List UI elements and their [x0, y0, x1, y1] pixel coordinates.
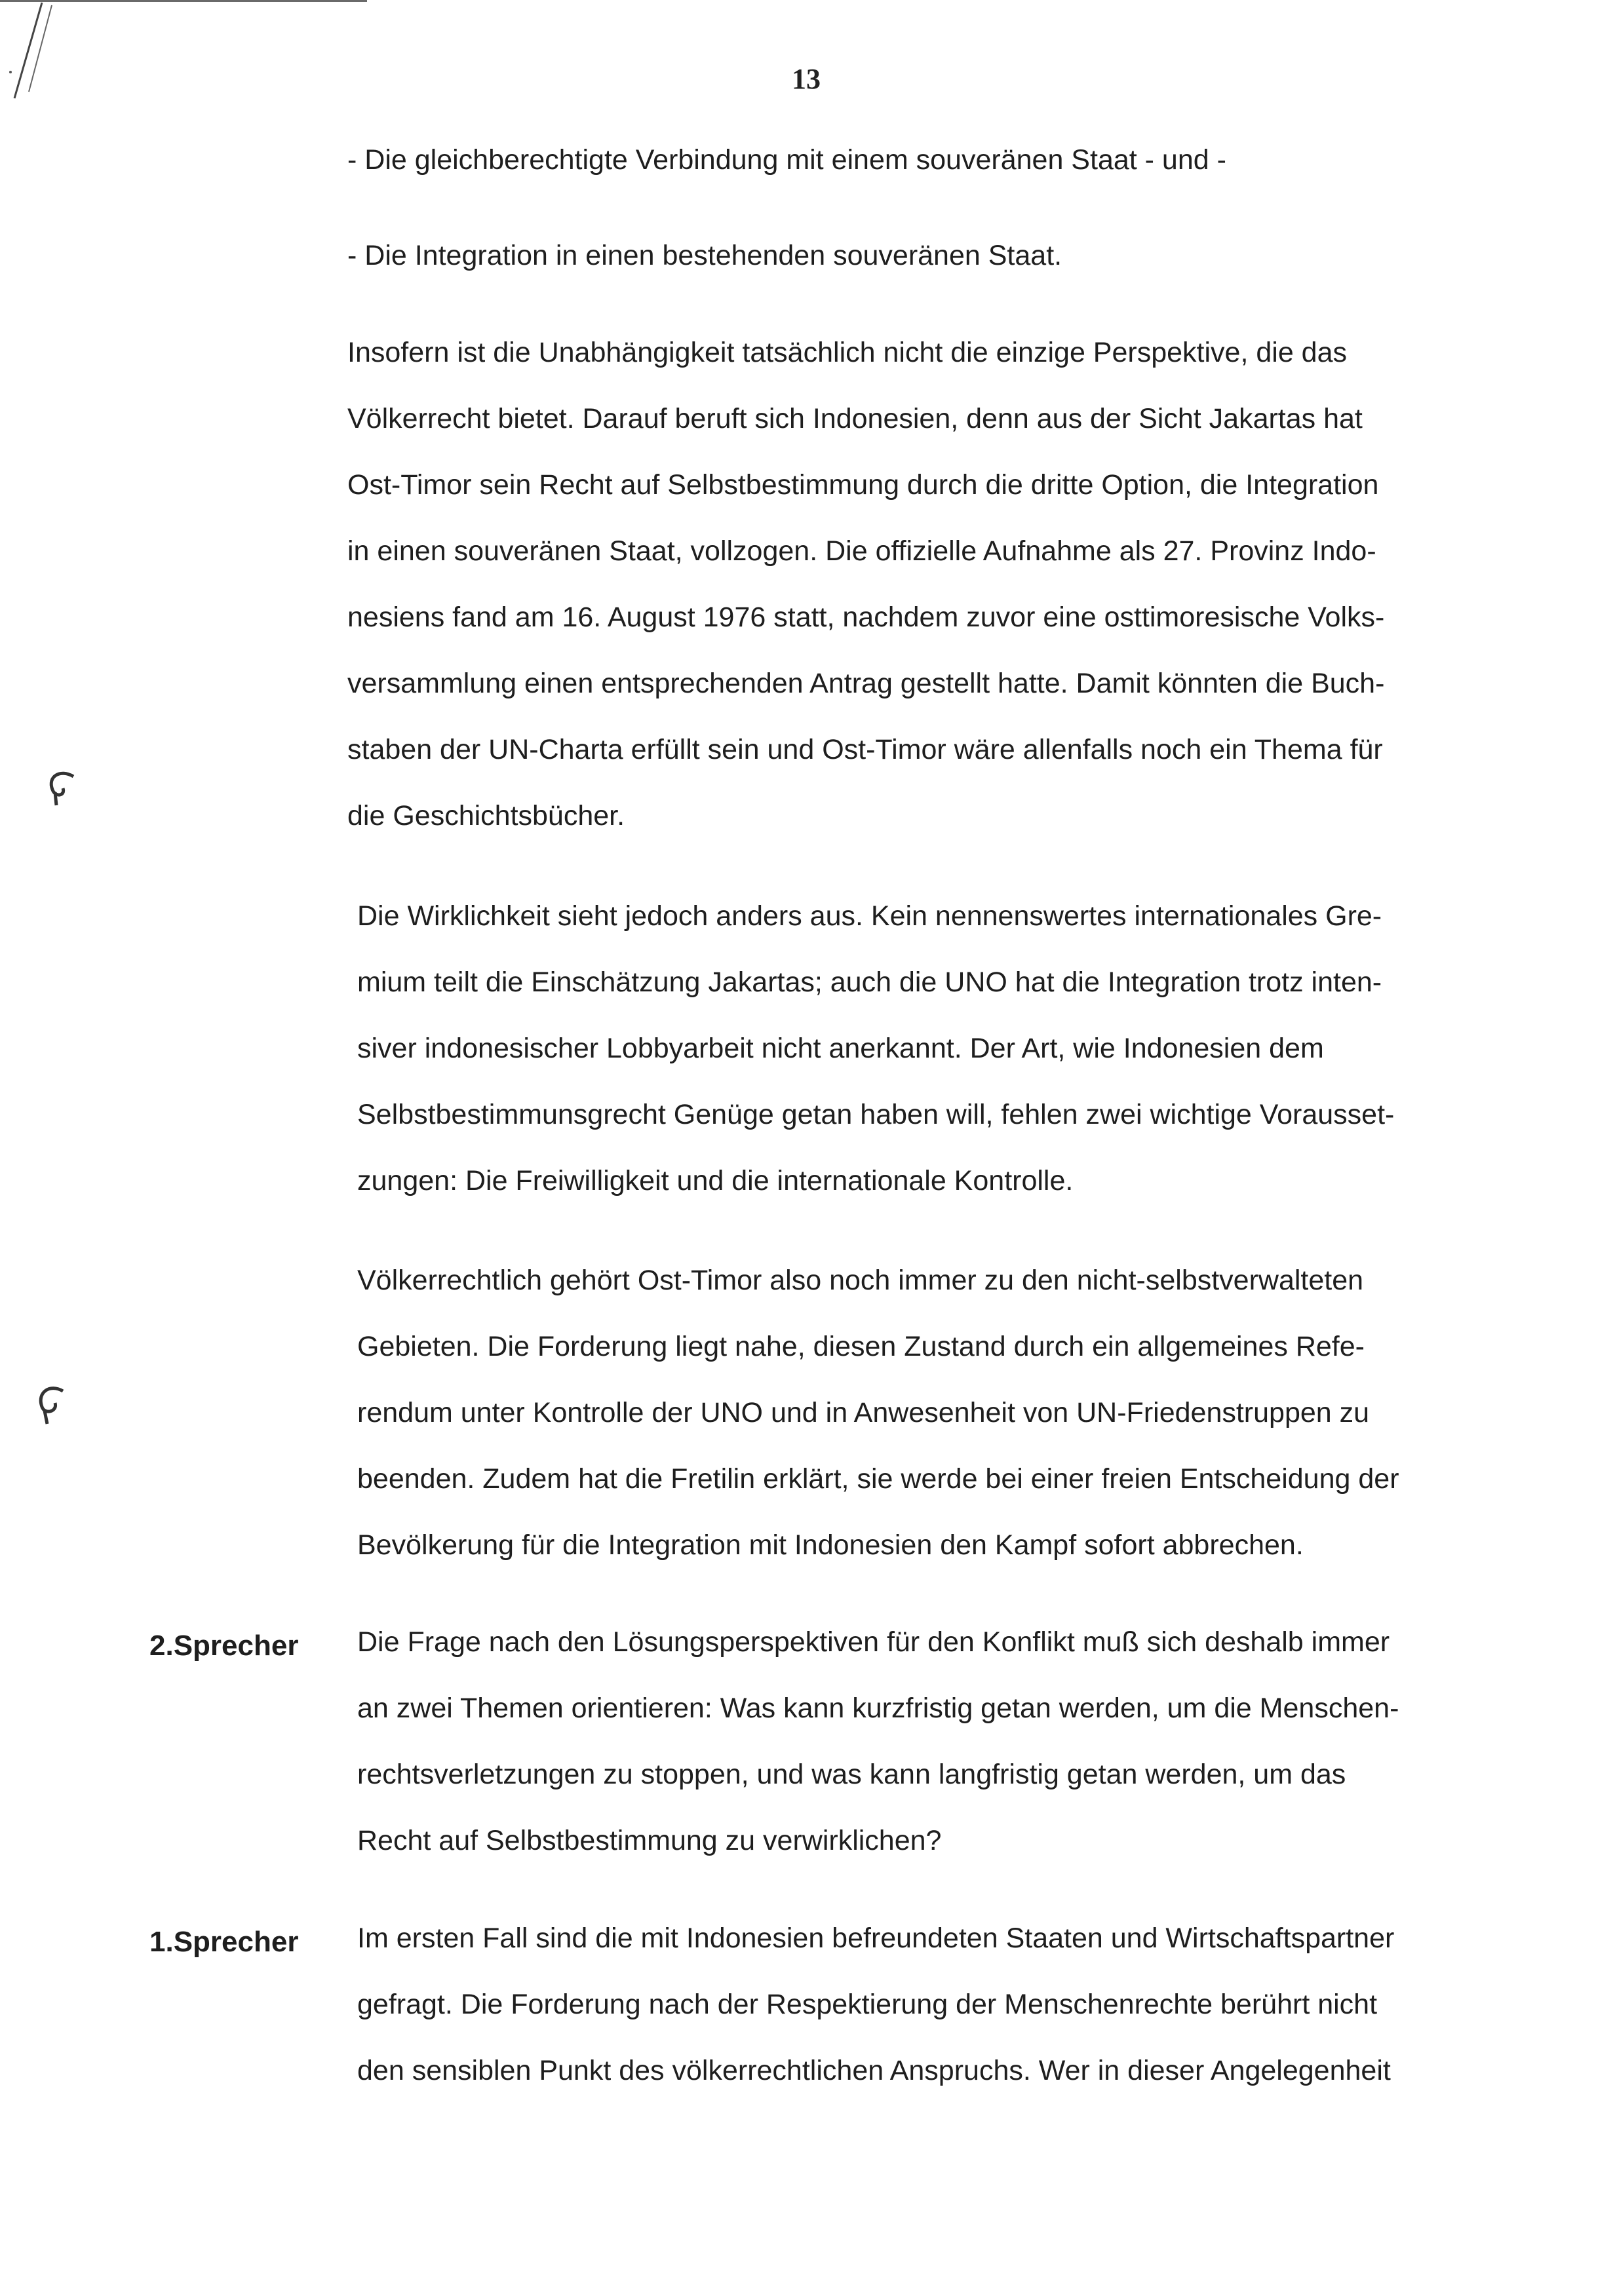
text-line: Ost-Timor sein Recht auf Selbstbestimmung durch die dritte Option, die Integration — [347, 469, 1379, 501]
text-line: rechtsverletzungen zu stoppen, und was kann langfristig getan werden, um das — [357, 1759, 1346, 1790]
text-line: Insofern ist die Unabhängigkeit tatsächlich nicht die einzige Perspektive, die das — [347, 337, 1348, 368]
text-line: den sensiblen Punkt des völkerrechtlichen Anspruchs. Wer in dieser Angelegenheit — [357, 2055, 1391, 2086]
text-line: beenden. Zudem hat die Fretilin erklärt, sie werde bei einer freien Entscheidung der — [357, 1463, 1399, 1495]
text-line: die Geschichtsbücher. — [347, 800, 625, 832]
text-line: - Die gleichberechtigte Verbindung mit einem souveränen Staat - und - — [347, 144, 1226, 176]
text-line: versammlung einen entsprechenden Antrag gestellt hatte. Damit könnten die Buch- — [347, 668, 1385, 699]
corner-pen-mark-icon — [3, 0, 62, 105]
text-line: siver indonesischer Lobbyarbeit nicht anerkannt. Der Art, wie Indonesien dem — [357, 1033, 1324, 1064]
text-line: rendum unter Kontrolle der UNO und in Anwesenheit von UN-Friedenstruppen zu — [357, 1397, 1370, 1428]
speaker-label: 1.Sprecher — [149, 1926, 299, 1958]
text-line: mium teilt die Einschätzung Jakartas; auch die UNO hat die Integration trotz inten- — [357, 966, 1382, 998]
page-number: 13 — [792, 63, 821, 95]
text-line: gefragt. Die Forderung nach der Respektierung der Menschenrechte berührt nicht — [357, 1989, 1378, 2020]
text-line: nesiens fand am 16. August 1976 statt, nachdem zuvor eine osttimoresische Volks- — [347, 602, 1385, 633]
text-line: Die Wirklichkeit sieht jedoch anders aus. Kein nennenswertes internationales Gre- — [357, 900, 1382, 932]
speaker-label: 2.Sprecher — [149, 1630, 299, 1662]
margin-check-mark-icon — [31, 1379, 77, 1432]
margin-check-mark-icon — [41, 763, 87, 816]
text-line: - Die Integration in einen bestehenden souveränen Staat. — [347, 240, 1062, 271]
text-line: Bevölkerung für die Integration mit Indonesien den Kampf sofort abbrechen. — [357, 1529, 1304, 1561]
text-line: zungen: Die Freiwilligkeit und die internationale Kontrolle. — [357, 1165, 1074, 1196]
text-line: Gebieten. Die Forderung liegt nahe, diesen Zustand durch ein allgemeines Refe- — [357, 1331, 1365, 1362]
text-line: in einen souveränen Staat, vollzogen. Die offizielle Aufnahme als 27. Provinz Indo- — [347, 535, 1376, 567]
text-line: Im ersten Fall sind die mit Indonesien befreundeten Staaten und Wirtschaftspartner — [357, 1923, 1395, 1954]
text-line: an zwei Themen orientieren: Was kann kurzfristig getan werden, um die Menschen- — [357, 1693, 1399, 1724]
text-line: Völkerrechtlich gehört Ost-Timor also noch immer zu den nicht-selbstverwalteten — [357, 1265, 1364, 1296]
text-line: Selbstbestimmunsgrecht Genüge getan haben will, fehlen zwei wichtige Vorausset- — [357, 1099, 1395, 1130]
text-line: Völkerrecht bietet. Darauf beruft sich Indonesien, denn aus der Sicht Jakartas hat — [347, 403, 1363, 434]
text-line: Recht auf Selbstbestimmung zu verwirklichen? — [357, 1825, 942, 1856]
text-line: Die Frage nach den Lösungsperspektiven für den Konflikt muß sich deshalb immer — [357, 1626, 1390, 1658]
text-line: staben der UN-Charta erfüllt sein und Ost-Timor wäre allenfalls noch ein Thema für — [347, 734, 1383, 765]
